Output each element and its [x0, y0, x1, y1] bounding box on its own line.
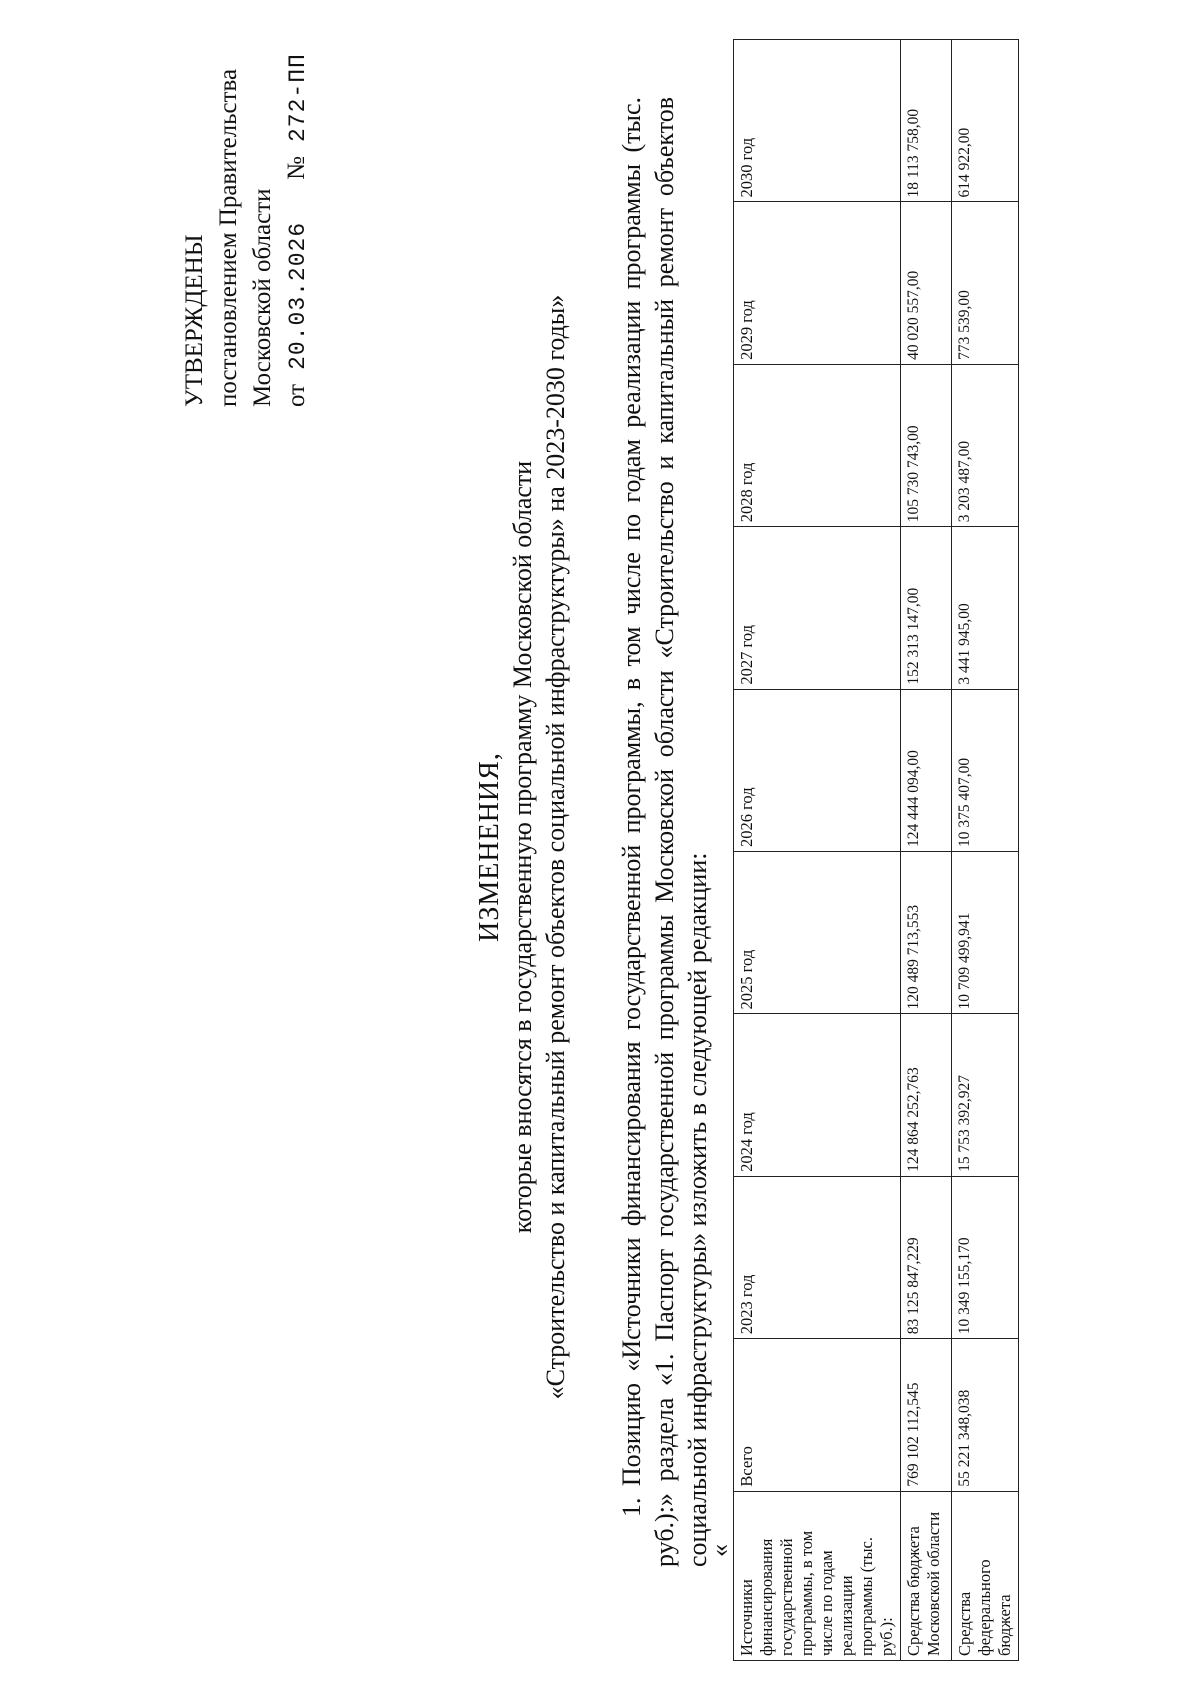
- funding-table: [733, 39, 1019, 1661]
- row-value: 124 864 252,763: [901, 1014, 952, 1176]
- amendment-paragraph: [615, 97, 714, 1567]
- approval-heading: УТВЕРЖДЕНЫ: [181, 234, 208, 407]
- title-heading: ИЗМЕНЕНИЯ,: [474, 752, 505, 942]
- row-value: 124 444 094,00: [901, 689, 952, 851]
- approval-number: 272-ПП: [285, 53, 311, 142]
- approval-block: [178, 53, 315, 407]
- header-year: 2027 год: [734, 527, 901, 689]
- approval-line-2: Московской области: [249, 188, 276, 407]
- row-value: 105 730 743,00: [901, 364, 952, 526]
- header-year: 2030 год: [734, 40, 901, 202]
- row-value: 614 922,00: [952, 40, 1019, 202]
- row-total: 769 102 112,545: [901, 1339, 952, 1491]
- document-title: [473, 197, 572, 1497]
- row-value: 3 441 945,00: [952, 527, 1019, 689]
- title-line-1: которые вносятся в государственную программу Московской области: [508, 460, 537, 1234]
- row-value: 40 020 557,00: [901, 202, 952, 364]
- header-year: 2029 год: [734, 202, 901, 364]
- row-value: 152 313 147,00: [901, 527, 952, 689]
- header-label: Источники финансирования государственной программы, в том числе по годам реализации программы (тыс. руб.):: [734, 1491, 901, 1660]
- header-year: 2025 год: [734, 852, 901, 1014]
- row-value: 10 709 499,941: [952, 852, 1019, 1014]
- table-row: [901, 40, 952, 1661]
- row-value: 10 349 155,170: [952, 1176, 1019, 1338]
- header-year: 2026 год: [734, 689, 901, 851]
- number-sign: №: [283, 156, 310, 180]
- amendment-text: 1. Позицию «Источники финансирования государственной программы, в том числе по годам реализации программы (тыс. руб.):» раздела «1. Паспорт государственной программы Московской области «Строительство и капитальный ремонт объектов социальной инфраструктуры» изложить в следующей редакции:: [617, 97, 712, 1567]
- row-value: 3 203 487,00: [952, 364, 1019, 526]
- header-total: Всего: [734, 1339, 901, 1491]
- row-value: 18 113 758,00: [901, 40, 952, 202]
- row-value: 120 489 713,553: [901, 852, 952, 1014]
- header-year: 2023 год: [734, 1176, 901, 1338]
- row-value: 15 753 392,927: [952, 1014, 1019, 1176]
- table-row: [952, 40, 1019, 1661]
- title-line-2: «Строительство и капитальный ремонт объектов социальной инфраструктуры» на 2023-2030 годы»: [541, 294, 570, 1400]
- header-year: 2024 год: [734, 1014, 901, 1176]
- row-value: 83 125 847,229: [901, 1176, 952, 1338]
- header-year: 2028 год: [734, 364, 901, 526]
- approval-line-1: постановлением Правительства: [215, 68, 242, 407]
- date-prefix: от: [283, 383, 310, 407]
- row-label: Средства федерального бюджета: [952, 1491, 1019, 1660]
- approval-date-line: [280, 53, 315, 407]
- row-value: 10 375 407,00: [952, 689, 1019, 851]
- approval-date: 20.03.2026: [285, 221, 311, 370]
- table-header-row: [734, 40, 901, 1661]
- row-total: 55 221 348,038: [952, 1339, 1019, 1491]
- row-value: 773 539,00: [952, 202, 1019, 364]
- opening-quote: «: [705, 1544, 734, 1557]
- row-label: Средства бюджета Московской области: [901, 1491, 952, 1660]
